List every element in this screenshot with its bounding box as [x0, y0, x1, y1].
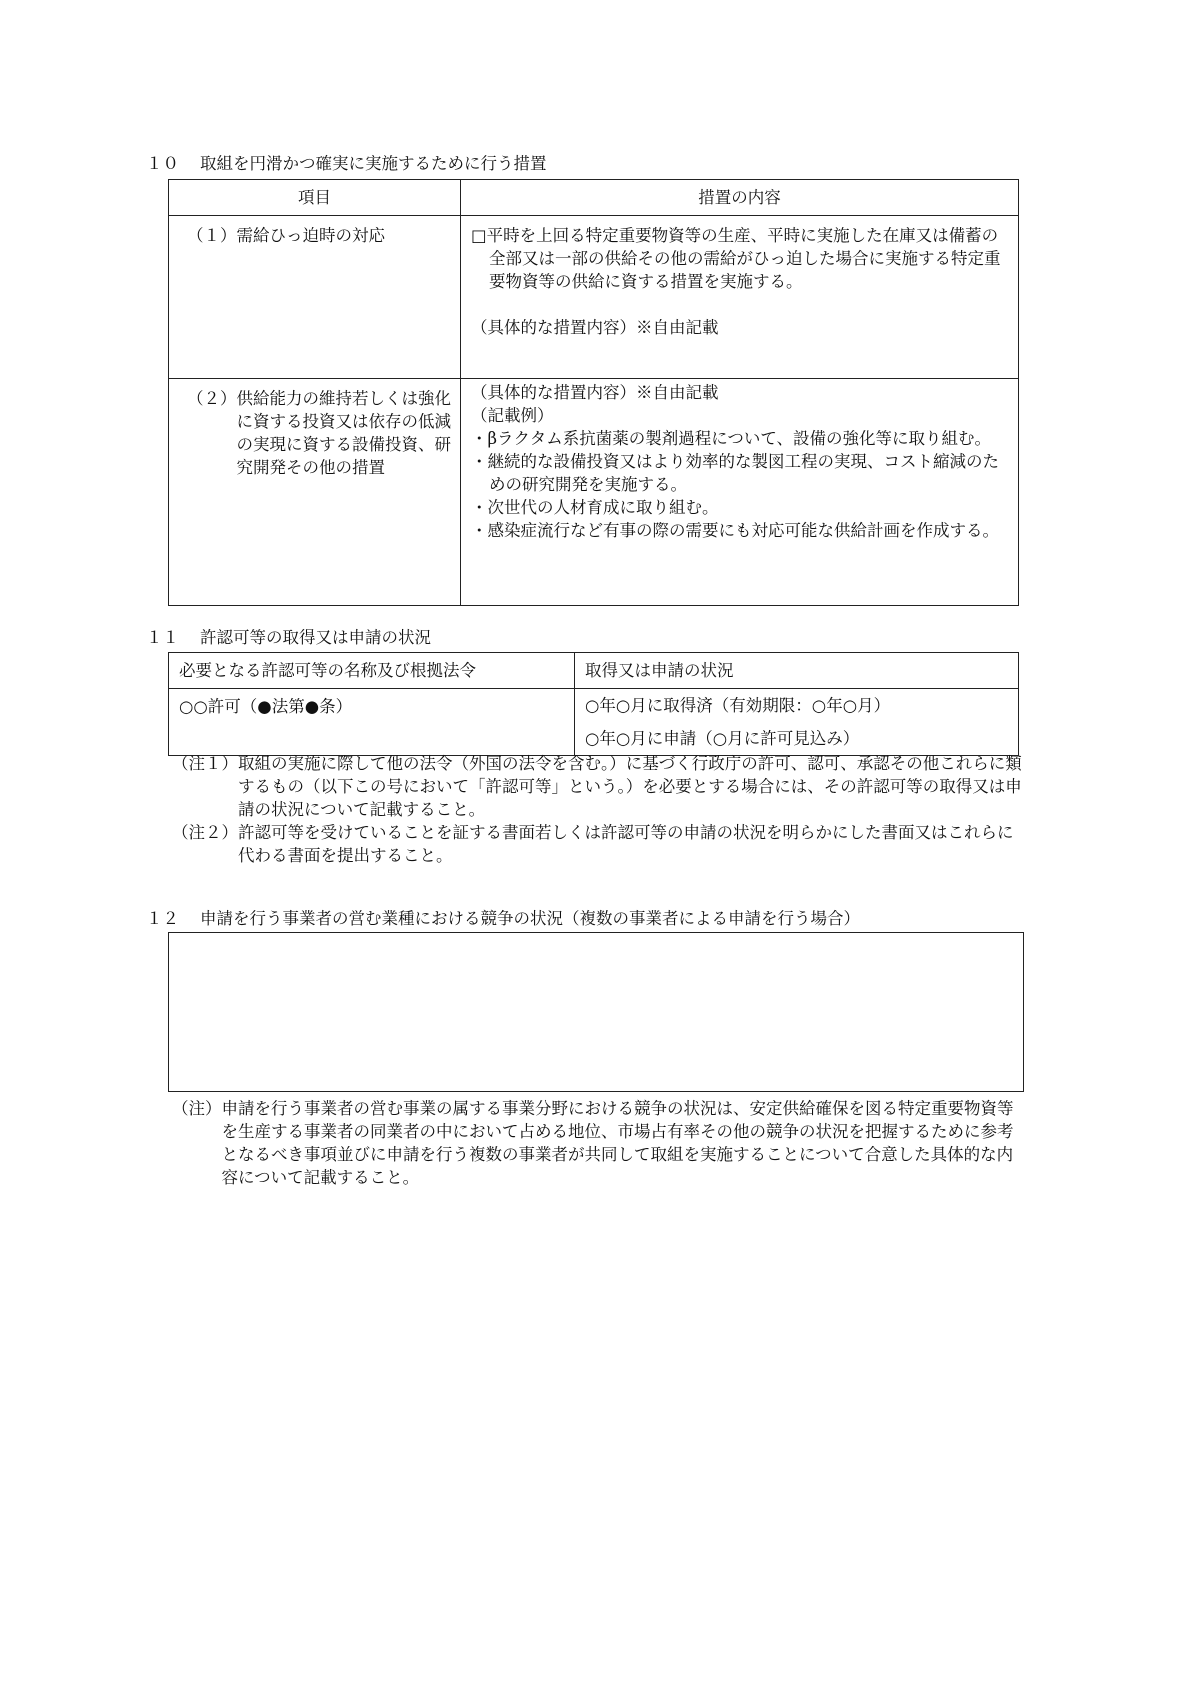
section-10-title: 取組を円滑かつ確実に実施するために行う措置 [200, 154, 547, 173]
section-12-title: 申請を行う事業者の営む業種における競争の状況（複数の事業者による申請を行う場合） [200, 909, 860, 928]
row2-label-text: 供給能力の維持若しくは強化に資する投資又は依存の低減の実現に資する設備投資、研究開発その他の措置 [236, 389, 451, 477]
row2-label-number: （２） [187, 389, 237, 408]
section-11-notes [172, 752, 1024, 867]
section-12-heading [146, 907, 860, 930]
permit-status-cell: ○年○月に申請（○月に許可見込み） [575, 722, 1019, 756]
row1-content-cell [461, 216, 1019, 379]
section-11-title: 許認可等の取得又は申請の状況 [200, 628, 431, 647]
permits-table [168, 652, 1019, 756]
row2-example-label: （記載例） [471, 406, 554, 425]
row1-label-cell [169, 216, 461, 379]
note-2-label: （注２） [172, 823, 238, 842]
note-12-label: （注） [172, 1099, 222, 1118]
header-content: 措置の内容 [461, 180, 1019, 216]
section-11-number: １１ [146, 628, 179, 647]
note-12-text: 申請を行う事業者の営む事業の属する事業分野における競争の状況は、安定供給確保を図る特定重要物資等を生産する事業者の同業者の中において占める地位、市場占有率その他の競争の状況を把握するために参考となるべき事項並びに申請を行う複数の事業者が共同して取組を実施することについて合意した具体的な内容について記載すること。 [221, 1099, 1014, 1187]
row1-check-text: 平時を上回る特定重要物資等の生産、平時に実施した在庫又は備蓄の全部又は一部の供給その他の需給がひっ迫した場合に実施する特定重要物資等の供給に資する措置を実施する。 [486, 226, 1001, 291]
header-item: 項目 [169, 180, 461, 216]
note-1-label: （注１） [172, 754, 238, 773]
header-permit-name: 必要となる許認可等の名称及び根拠法令 [169, 653, 575, 689]
note-2 [172, 821, 1024, 867]
list-item: ・次世代の人材育成に取り組む。 [471, 498, 719, 517]
section-11-heading [146, 626, 431, 649]
competition-input-box[interactable] [168, 932, 1024, 1092]
row2-content-cell [461, 379, 1019, 606]
row2-detail: （具体的な措置内容）※自由記載 [471, 383, 719, 402]
section-10-heading [146, 152, 547, 175]
list-item: ・βラクタム系抗菌薬の製剤過程について、設備の強化等に取り組む。 [471, 429, 992, 448]
note-1-text: 取組の実施に際して他の法令（外国の法令を含む。）に基づく行政庁の許可、認可、承認その他これらに類するもの（以下この号において「許認可等」という。）を必要とする場合には、その許認可等の取得又は申請の状況について記載すること。 [238, 754, 1022, 819]
note-12 [172, 1097, 1024, 1189]
permit-name-cell: ○○許可（●法第●条） [169, 689, 575, 756]
section-10-number: １０ [146, 154, 179, 173]
row1-label: （１）需給ひっ迫時の対応 [187, 226, 385, 245]
row2-label-cell [169, 379, 461, 606]
measures-table [168, 179, 1019, 606]
checkbox[interactable]: □ [471, 226, 487, 245]
list-item: ・感染症流行など有事の際の需要にも対応可能な供給計画を作成する。 [471, 521, 999, 540]
section-12-note [172, 1097, 1024, 1189]
row1-detail: （具体的な措置内容）※自由記載 [471, 318, 719, 337]
note-1 [172, 752, 1024, 821]
header-permit-status: 取得又は申請の状況 [575, 653, 1019, 689]
list-item: ・継続的な設備投資又はより効率的な製図工程の実現、コスト縮減のための研究開発を実施する。 [471, 452, 999, 494]
permit-status-cell: ○年○月に取得済（有効期限：○年○月） [575, 689, 1019, 723]
row1-check-item [471, 224, 1010, 293]
section-12-number: １２ [146, 909, 179, 928]
note-2-text: 許認可等を受けていることを証する書面若しくは許認可等の申請の状況を明らかにした書面又はこれらに代わる書面を提出すること。 [238, 823, 1014, 865]
